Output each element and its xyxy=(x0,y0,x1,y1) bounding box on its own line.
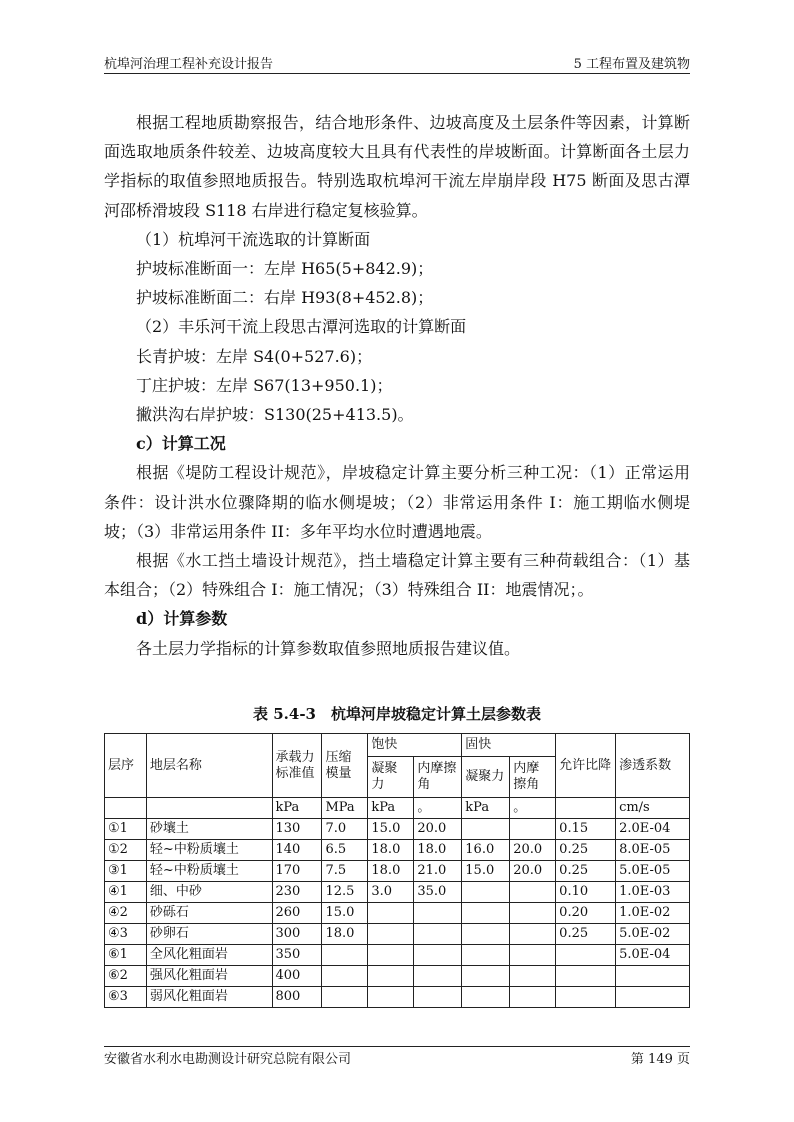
unit-cell xyxy=(556,798,616,819)
unit-cell: kPa xyxy=(368,798,414,819)
table-cell xyxy=(510,903,556,924)
table-cell: 7.5 xyxy=(322,861,368,882)
table-cell: ④1 xyxy=(105,882,147,903)
table-cell: 800 xyxy=(272,987,322,1008)
body-text xyxy=(104,108,690,663)
list-item: 护坡标准断面二：右岸 H93(8+452.8)； xyxy=(136,288,434,308)
table-cell: 21.0 xyxy=(414,861,462,882)
page-number: 第 149 页 xyxy=(630,1052,690,1067)
table-title: 表 5.4-3 杭埠河岸坡稳定计算土层参数表 xyxy=(253,705,541,723)
table-cell xyxy=(462,945,510,966)
table-cell: 16.0 xyxy=(462,840,510,861)
table-cell xyxy=(462,903,510,924)
table-cell xyxy=(368,924,414,945)
header-compression-modulus: 压缩模量 xyxy=(322,734,368,798)
table-cell xyxy=(322,987,368,1008)
paragraph-conditions: 根据《堤防工程设计规范》，岸坡稳定计算主要分析三种工况：（1）正常运用条件：设计洪水位骤降期的临水侧堤坡；（2）非常运用条件 I：施工期临水侧堤坡；（3）非常运用条件 II：多年平均水位时遭遇地震。 xyxy=(104,463,690,541)
table-cell: 轻~中粉质壤土 xyxy=(146,861,272,882)
table-cell xyxy=(510,819,556,840)
table-cell: 260 xyxy=(272,903,322,924)
table-cell: 1.0E-02 xyxy=(616,903,690,924)
table-cell xyxy=(368,903,414,924)
table-cell: 砂砾石 xyxy=(146,903,272,924)
table-row xyxy=(105,987,690,1008)
paragraph-load-combinations: 根据《水工挡土墙设计规范》，挡土墙稳定计算主要有三种荷载组合：（1）基本组合；（2）特殊组合 I：施工情况；（3）特殊组合 II：地震情况；。 xyxy=(104,551,690,600)
table-row xyxy=(105,861,690,882)
table-cell: ⑥1 xyxy=(105,945,147,966)
table-cell xyxy=(510,966,556,987)
section-heading-parameters: d）计算参数 xyxy=(136,609,228,629)
header-fast-cohesion: 凝聚力 xyxy=(368,757,414,798)
header-bearing-capacity: 承载力标准值 xyxy=(272,734,322,798)
section-heading-conditions: c）计算工况 xyxy=(136,434,226,454)
header-allowable-gradient: 允许比降 xyxy=(556,734,616,798)
list-item: 丁庄护坡：左岸 S67(13+950.1)； xyxy=(136,375,393,395)
table-row xyxy=(105,945,690,966)
table-cell xyxy=(322,945,368,966)
table-cell: 弱风化粗面岩 xyxy=(146,987,272,1008)
table-cell: 350 xyxy=(272,945,322,966)
table-cell: 15.0 xyxy=(322,903,368,924)
table-cell: ⑥3 xyxy=(105,987,147,1008)
table-cell: ③1 xyxy=(105,861,147,882)
table-cell: 5.0E-02 xyxy=(616,924,690,945)
unit-cell: MPa xyxy=(322,798,368,819)
table-cell xyxy=(414,987,462,1008)
table-cell: 15.0 xyxy=(462,861,510,882)
table-cell: 18.0 xyxy=(414,840,462,861)
table-cell: 230 xyxy=(272,882,322,903)
list-item: 撇洪沟右岸护坡：S130(25+413.5)。 xyxy=(136,405,414,425)
table-cell: 18.0 xyxy=(368,840,414,861)
table-cell: 0.25 xyxy=(556,861,616,882)
table-cell: 0.20 xyxy=(556,903,616,924)
page-footer xyxy=(104,1048,690,1068)
table-cell xyxy=(462,987,510,1008)
table-cell: 20.0 xyxy=(414,819,462,840)
table-row xyxy=(105,924,690,945)
table-cell: 0.25 xyxy=(556,840,616,861)
table-cell: 8.0E-05 xyxy=(616,840,690,861)
table-row xyxy=(105,903,690,924)
table-cell xyxy=(368,966,414,987)
table-cell xyxy=(556,987,616,1008)
table-cell: ①1 xyxy=(105,819,147,840)
unit-cell: 。 xyxy=(414,798,462,819)
table-cell: 0.25 xyxy=(556,924,616,945)
table-cell xyxy=(510,945,556,966)
table-cell: ⑥2 xyxy=(105,966,147,987)
table-cell: 细、中砂 xyxy=(146,882,272,903)
paragraph-section-selection: 根据工程地质勘察报告，结合地形条件、边坡高度及土层条件等因素，计算断面选取地质条件较差、边坡高度较大且具有代表性的岸坡断面。计算断面各土层力学指标的取值参照地质报告。特别选取杭埠河干流左岸崩岸段 H75 断面及思古潭河邵桥滑坡段 S118 右岸进行稳定复核验算。 xyxy=(104,113,690,220)
table-cell: 全风化粗面岩 xyxy=(146,945,272,966)
table-cell: 6.5 xyxy=(322,840,368,861)
table-cell: 15.0 xyxy=(368,819,414,840)
table-cell: 12.5 xyxy=(322,882,368,903)
table-cell: 砂卵石 xyxy=(146,924,272,945)
table-cell xyxy=(368,945,414,966)
table-cell xyxy=(462,819,510,840)
table-cell xyxy=(368,987,414,1008)
header-fast-shear: 饱快 xyxy=(368,734,462,757)
table-cell xyxy=(510,924,556,945)
table-cell: 18.0 xyxy=(322,924,368,945)
footer-organization: 安徽省水利水电勘测设计研究总院有限公司 xyxy=(104,1052,352,1067)
table-cell: 2.0E-04 xyxy=(616,819,690,840)
table-cell xyxy=(414,945,462,966)
table-cell xyxy=(462,924,510,945)
units-row xyxy=(105,798,690,819)
table-cell: 140 xyxy=(272,840,322,861)
list-item: 长青护坡：左岸 S4(0+527.6)； xyxy=(136,346,373,366)
header-report-title: 杭埠河治理工程补充设计报告 xyxy=(104,57,274,72)
table-cell: 300 xyxy=(272,924,322,945)
table-cell: 5.0E-04 xyxy=(616,945,690,966)
header-chapter-title: 5 工程布置及建筑物 xyxy=(573,57,690,72)
table-cell: 170 xyxy=(272,861,322,882)
table-cell xyxy=(556,945,616,966)
table-cell: 400 xyxy=(272,966,322,987)
unit-cell: kPa xyxy=(272,798,322,819)
paragraph-parameters: 各土层力学指标的计算参数取值参照地质报告建议值。 xyxy=(136,638,521,658)
table-cell: 35.0 xyxy=(414,882,462,903)
list-item: （2）丰乐河干流上段思古潭河选取的计算断面 xyxy=(136,317,467,337)
header-permeability: 渗透系数 xyxy=(616,734,690,798)
table-cell: 20.0 xyxy=(510,861,556,882)
table-cell: 3.0 xyxy=(368,882,414,903)
soil-parameter-table xyxy=(104,733,690,1008)
unit-cell: kPa xyxy=(462,798,510,819)
table-cell: 1.0E-03 xyxy=(616,882,690,903)
table-cell: 0.10 xyxy=(556,882,616,903)
footer-rule xyxy=(104,1046,690,1047)
table-cell: 18.0 xyxy=(368,861,414,882)
list-item: （1）杭埠河干流选取的计算断面 xyxy=(136,229,371,249)
table-cell xyxy=(322,966,368,987)
table-row xyxy=(105,840,690,861)
table-cell: 7.0 xyxy=(322,819,368,840)
table-cell: ④3 xyxy=(105,924,147,945)
table-cell: ①2 xyxy=(105,840,147,861)
table-cell xyxy=(510,987,556,1008)
table-cell: ④2 xyxy=(105,903,147,924)
table-cell: 砂壤土 xyxy=(146,819,272,840)
header-consolidated-fast-shear: 固快 xyxy=(462,734,556,757)
table-cell xyxy=(556,966,616,987)
table-cell xyxy=(414,903,462,924)
table-cell xyxy=(414,966,462,987)
table-row xyxy=(105,966,690,987)
header-consol-cohesion: 凝聚力 xyxy=(462,757,510,798)
list-item: 护坡标准断面一：左岸 H65(5+842.9)； xyxy=(136,259,434,279)
unit-cell: cm/s xyxy=(616,798,690,819)
page-header xyxy=(104,50,690,72)
unit-cell: 。 xyxy=(510,798,556,819)
table-cell: 5.0E-05 xyxy=(616,861,690,882)
header-fast-friction: 内摩擦角 xyxy=(414,757,462,798)
table-cell xyxy=(462,882,510,903)
table-cell: 轻~中粉质壤土 xyxy=(146,840,272,861)
table-cell xyxy=(462,966,510,987)
table-cell: 20.0 xyxy=(510,840,556,861)
table-cell: 0.15 xyxy=(556,819,616,840)
table-cell xyxy=(510,882,556,903)
table-cell xyxy=(616,987,690,1008)
table-cell xyxy=(616,966,690,987)
table-row xyxy=(105,819,690,840)
table-cell: 强风化粗面岩 xyxy=(146,966,272,987)
table-cell xyxy=(414,924,462,945)
header-layer-no: 层序 xyxy=(105,734,147,798)
header-rule xyxy=(104,73,690,74)
header-layer-name: 地层名称 xyxy=(146,734,272,798)
table-row xyxy=(105,882,690,903)
header-consol-friction: 内摩擦角 xyxy=(510,757,556,798)
table-cell: 130 xyxy=(272,819,322,840)
